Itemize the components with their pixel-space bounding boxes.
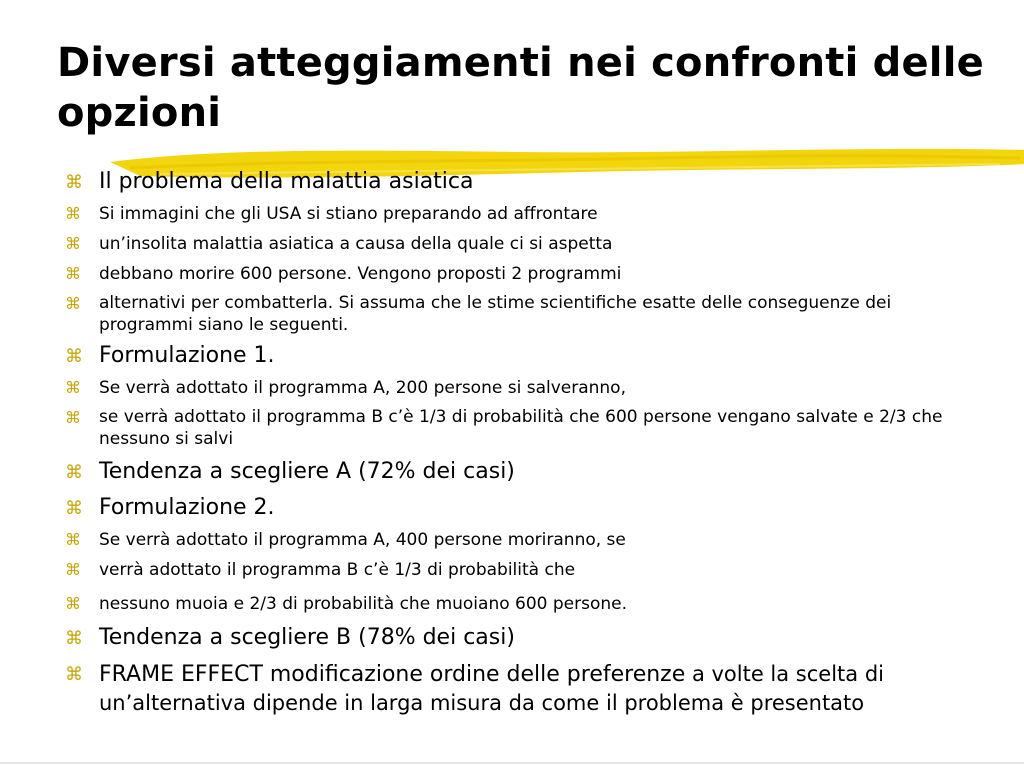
bullet-list	[65, 168, 970, 718]
list-item	[65, 292, 970, 336]
bullet-icon: ⌘	[65, 498, 83, 519]
list-item	[65, 232, 970, 256]
bullet-text: Tendenza a scegliere B (78% dei casi)	[99, 625, 515, 650]
bullet-text: Se verrà adottato il programma A, 400 persone moriranno, se	[99, 530, 626, 550]
bullet-text: Si immagini che gli USA si stiano preparando ad affrontare	[99, 204, 598, 224]
bullet-icon: ⌘	[65, 378, 81, 397]
bullet-text-frame-effect	[99, 660, 970, 718]
list-item	[65, 458, 970, 488]
slide-bottom-divider	[0, 762, 1024, 764]
bullet-icon: ⌘	[65, 294, 81, 313]
list-item	[65, 406, 970, 450]
bullet-text: Formulazione 1.	[99, 343, 275, 368]
bullet-text: verrà adottato il programma B c’è 1/3 di probabilità che	[99, 560, 576, 580]
list-item	[65, 376, 970, 400]
list-item	[65, 558, 970, 582]
bullet-icon: ⌘	[65, 264, 81, 283]
list-item	[65, 168, 970, 198]
bullet-icon: ⌘	[65, 234, 81, 253]
bullet-text: alternativi per combatterla. Si assuma che le stime scientifiche esatte delle conseguenze dei programmi siano le seguenti.	[99, 293, 892, 335]
bullet-text: se verrà adottato il programma B c’è 1/3 di probabilità che 600 persone vengano salvate e 2/3 che nessuno si salvi	[99, 407, 943, 449]
bullet-icon: ⌘	[65, 204, 81, 223]
list-item	[65, 202, 970, 226]
list-item	[65, 528, 970, 552]
bullet-text: Se verrà adottato il programma A, 200 persone si salveranno,	[99, 378, 626, 398]
slide-title: Diversi atteggiamenti nei confronti delle opzioni	[57, 40, 984, 136]
bullet-icon: ⌘	[65, 530, 81, 549]
bullet-text: Formulazione 2.	[99, 495, 275, 520]
list-item	[65, 494, 970, 524]
bullet-text: Tendenza a scegliere A (72% dei casi)	[99, 459, 515, 484]
list-item	[65, 262, 970, 286]
bullet-icon: ⌘	[65, 628, 83, 649]
bullet-text: nessuno muoia e 2/3 di probabilità che muoiano 600 persone.	[99, 594, 628, 614]
bullet-text: debbano morire 600 persone. Vengono proposti 2 programmi	[99, 264, 622, 284]
bullet-icon: ⌘	[65, 462, 83, 483]
bullet-text: FRAME EFFECT modificazione ordine delle preferenze	[99, 662, 686, 687]
bullet-text: Il problema della malattia asiatica	[99, 169, 474, 194]
bullet-text: un’insolita malattia asiatica a causa della quale ci si aspetta	[99, 234, 613, 254]
list-item	[65, 624, 970, 654]
bullet-icon: ⌘	[65, 594, 81, 613]
list-item	[65, 592, 970, 616]
bullet-text-tail: a volte la scelta di un’alternativa dipende in larga misura da come il problema è presentato	[99, 662, 884, 715]
bullet-icon: ⌘	[65, 172, 83, 193]
list-item	[65, 342, 970, 372]
list-item	[65, 660, 970, 718]
bullet-icon: ⌘	[65, 346, 83, 367]
bullet-icon: ⌘	[65, 664, 83, 685]
bullet-icon: ⌘	[65, 560, 81, 579]
bullet-icon: ⌘	[65, 408, 81, 427]
